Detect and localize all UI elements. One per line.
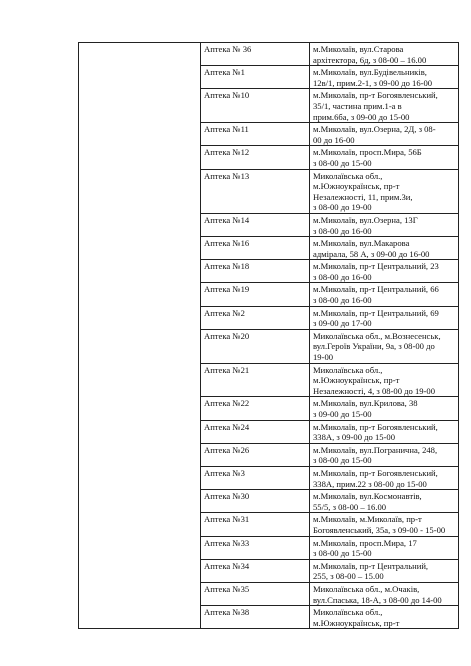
pharmacy-name: Аптека №3 xyxy=(201,466,310,489)
pharmacy-address: Миколаївська обл., м.Южноукраїнськ, пр-т Незалежності, 4, з 08-00 до 19-00 xyxy=(310,363,459,397)
pharmacy-name: Аптека №38 xyxy=(201,606,310,629)
pharmacy-address: м.Миколаїв, вул.Озерна, 2Д, з 08- 00 до 16-00 xyxy=(310,123,459,146)
pharmacy-address: м.Миколаїв, вул.Космонавтів, 55/5, з 08-00 – 16.00 xyxy=(310,490,459,513)
pharmacy-name: Аптека №11 xyxy=(201,123,310,146)
table-row xyxy=(79,43,459,66)
pharmacy-name: Аптека №10 xyxy=(201,89,310,123)
pharmacy-name: Аптека №12 xyxy=(201,146,310,169)
pharmacy-name: Аптека №16 xyxy=(201,237,310,260)
pharmacy-name: Аптека №31 xyxy=(201,513,310,536)
pharmacy-table-body xyxy=(79,43,459,629)
pharmacy-address: м.Миколаїв, пр-т Центральний, 255, з 08-00 – 15.00 xyxy=(310,559,459,582)
pharmacy-table xyxy=(78,42,459,629)
pharmacy-name: Аптека №34 xyxy=(201,559,310,582)
pharmacy-name: Аптека №35 xyxy=(201,582,310,605)
pharmacy-address: м.Миколаїв, пр-т Центральний, 66 з 08-00 до 16-00 xyxy=(310,283,459,306)
pharmacy-address: м.Миколаїв, пр-т Центральний, 23 з 08-00 до 16-00 xyxy=(310,260,459,283)
empty-merged-cell xyxy=(79,43,201,629)
pharmacy-address: м.Миколаїв, пр-т Богоявленський, 338А, прим.22 з 08-00 до 15-00 xyxy=(310,466,459,489)
pharmacy-name: Аптека №22 xyxy=(201,397,310,420)
pharmacy-address: Миколаївська обл., м.Южноукраїнськ, пр-т xyxy=(310,606,459,629)
pharmacy-address: м.Миколаїв, вул.Крилова, 38 з 09-00 до 15-00 xyxy=(310,397,459,420)
pharmacy-address: м.Миколаїв, просп.Мира, 56Б з 08-00 до 15-00 xyxy=(310,146,459,169)
pharmacy-name: Аптека №20 xyxy=(201,329,310,363)
pharmacy-name: Аптека №1 xyxy=(201,66,310,89)
pharmacy-name: Аптека №26 xyxy=(201,443,310,466)
pharmacy-address: м.Миколаїв, м.Миколаїв, пр-т Богоявленський, 35а, з 09-00 - 15-00 xyxy=(310,513,459,536)
pharmacy-address: м.Миколаїв, просп.Мира, 17 з 08-00 до 15-00 xyxy=(310,536,459,559)
pharmacy-address: м.Миколаїв, пр-т Богоявленський, 35/1, частина прим.1-а в прим.6ба, з 09-00 до 15-00 xyxy=(310,89,459,123)
pharmacy-address: м.Миколаїв, вул.Старова архітектора, 6д, з 08-00 – 16.00 xyxy=(310,43,459,66)
pharmacy-address: м.Миколаїв, вул.Макарова адмірала, 58 А, з 09-00 до 16-00 xyxy=(310,237,459,260)
pharmacy-name: Аптека №30 xyxy=(201,490,310,513)
pharmacy-name: Аптека №18 xyxy=(201,260,310,283)
pharmacy-address: Миколаївська обл., м.Южноукраїнськ, пр-т Незалежності, 11, прим.3и, з 08-00 до 19-00 xyxy=(310,169,459,213)
pharmacy-address: м.Миколаїв, пр-т Центральний, 69 з 09-00 до 17-00 xyxy=(310,306,459,329)
pharmacy-name: Аптека №14 xyxy=(201,213,310,236)
pharmacy-name: Аптека № 36 xyxy=(201,43,310,66)
pharmacy-address: м.Миколаїв, вул.Будівельників, 12в/1, прим.2-1, з 09-00 до 16-00 xyxy=(310,66,459,89)
pharmacy-name: Аптека №33 xyxy=(201,536,310,559)
pharmacy-name: Аптека №2 xyxy=(201,306,310,329)
pharmacy-name: Аптека №13 xyxy=(201,169,310,213)
pharmacy-address: Миколаївська обл., м.Вознесенськ, вул.Героїв України, 9а, з 08-00 до 19-00 xyxy=(310,329,459,363)
pharmacy-address: Миколаївська обл., м.Очаків, вул.Спаська, 18-А, з 08-00 до 14-00 xyxy=(310,582,459,605)
pharmacy-address: м.Миколаїв, вул.Погранична, 248, з 08-00 до 15-00 xyxy=(310,443,459,466)
pharmacy-name: Аптека №24 xyxy=(201,420,310,443)
pharmacy-address: м.Миколаїв, пр-т Богоявленський, 338А, з 09-00 до 15-00 xyxy=(310,420,459,443)
pharmacy-name: Аптека №21 xyxy=(201,363,310,397)
pharmacy-name: Аптека №19 xyxy=(201,283,310,306)
pharmacy-address: м.Миколаїв, вул.Озерна, 13Г з 08-00 до 16-00 xyxy=(310,213,459,236)
